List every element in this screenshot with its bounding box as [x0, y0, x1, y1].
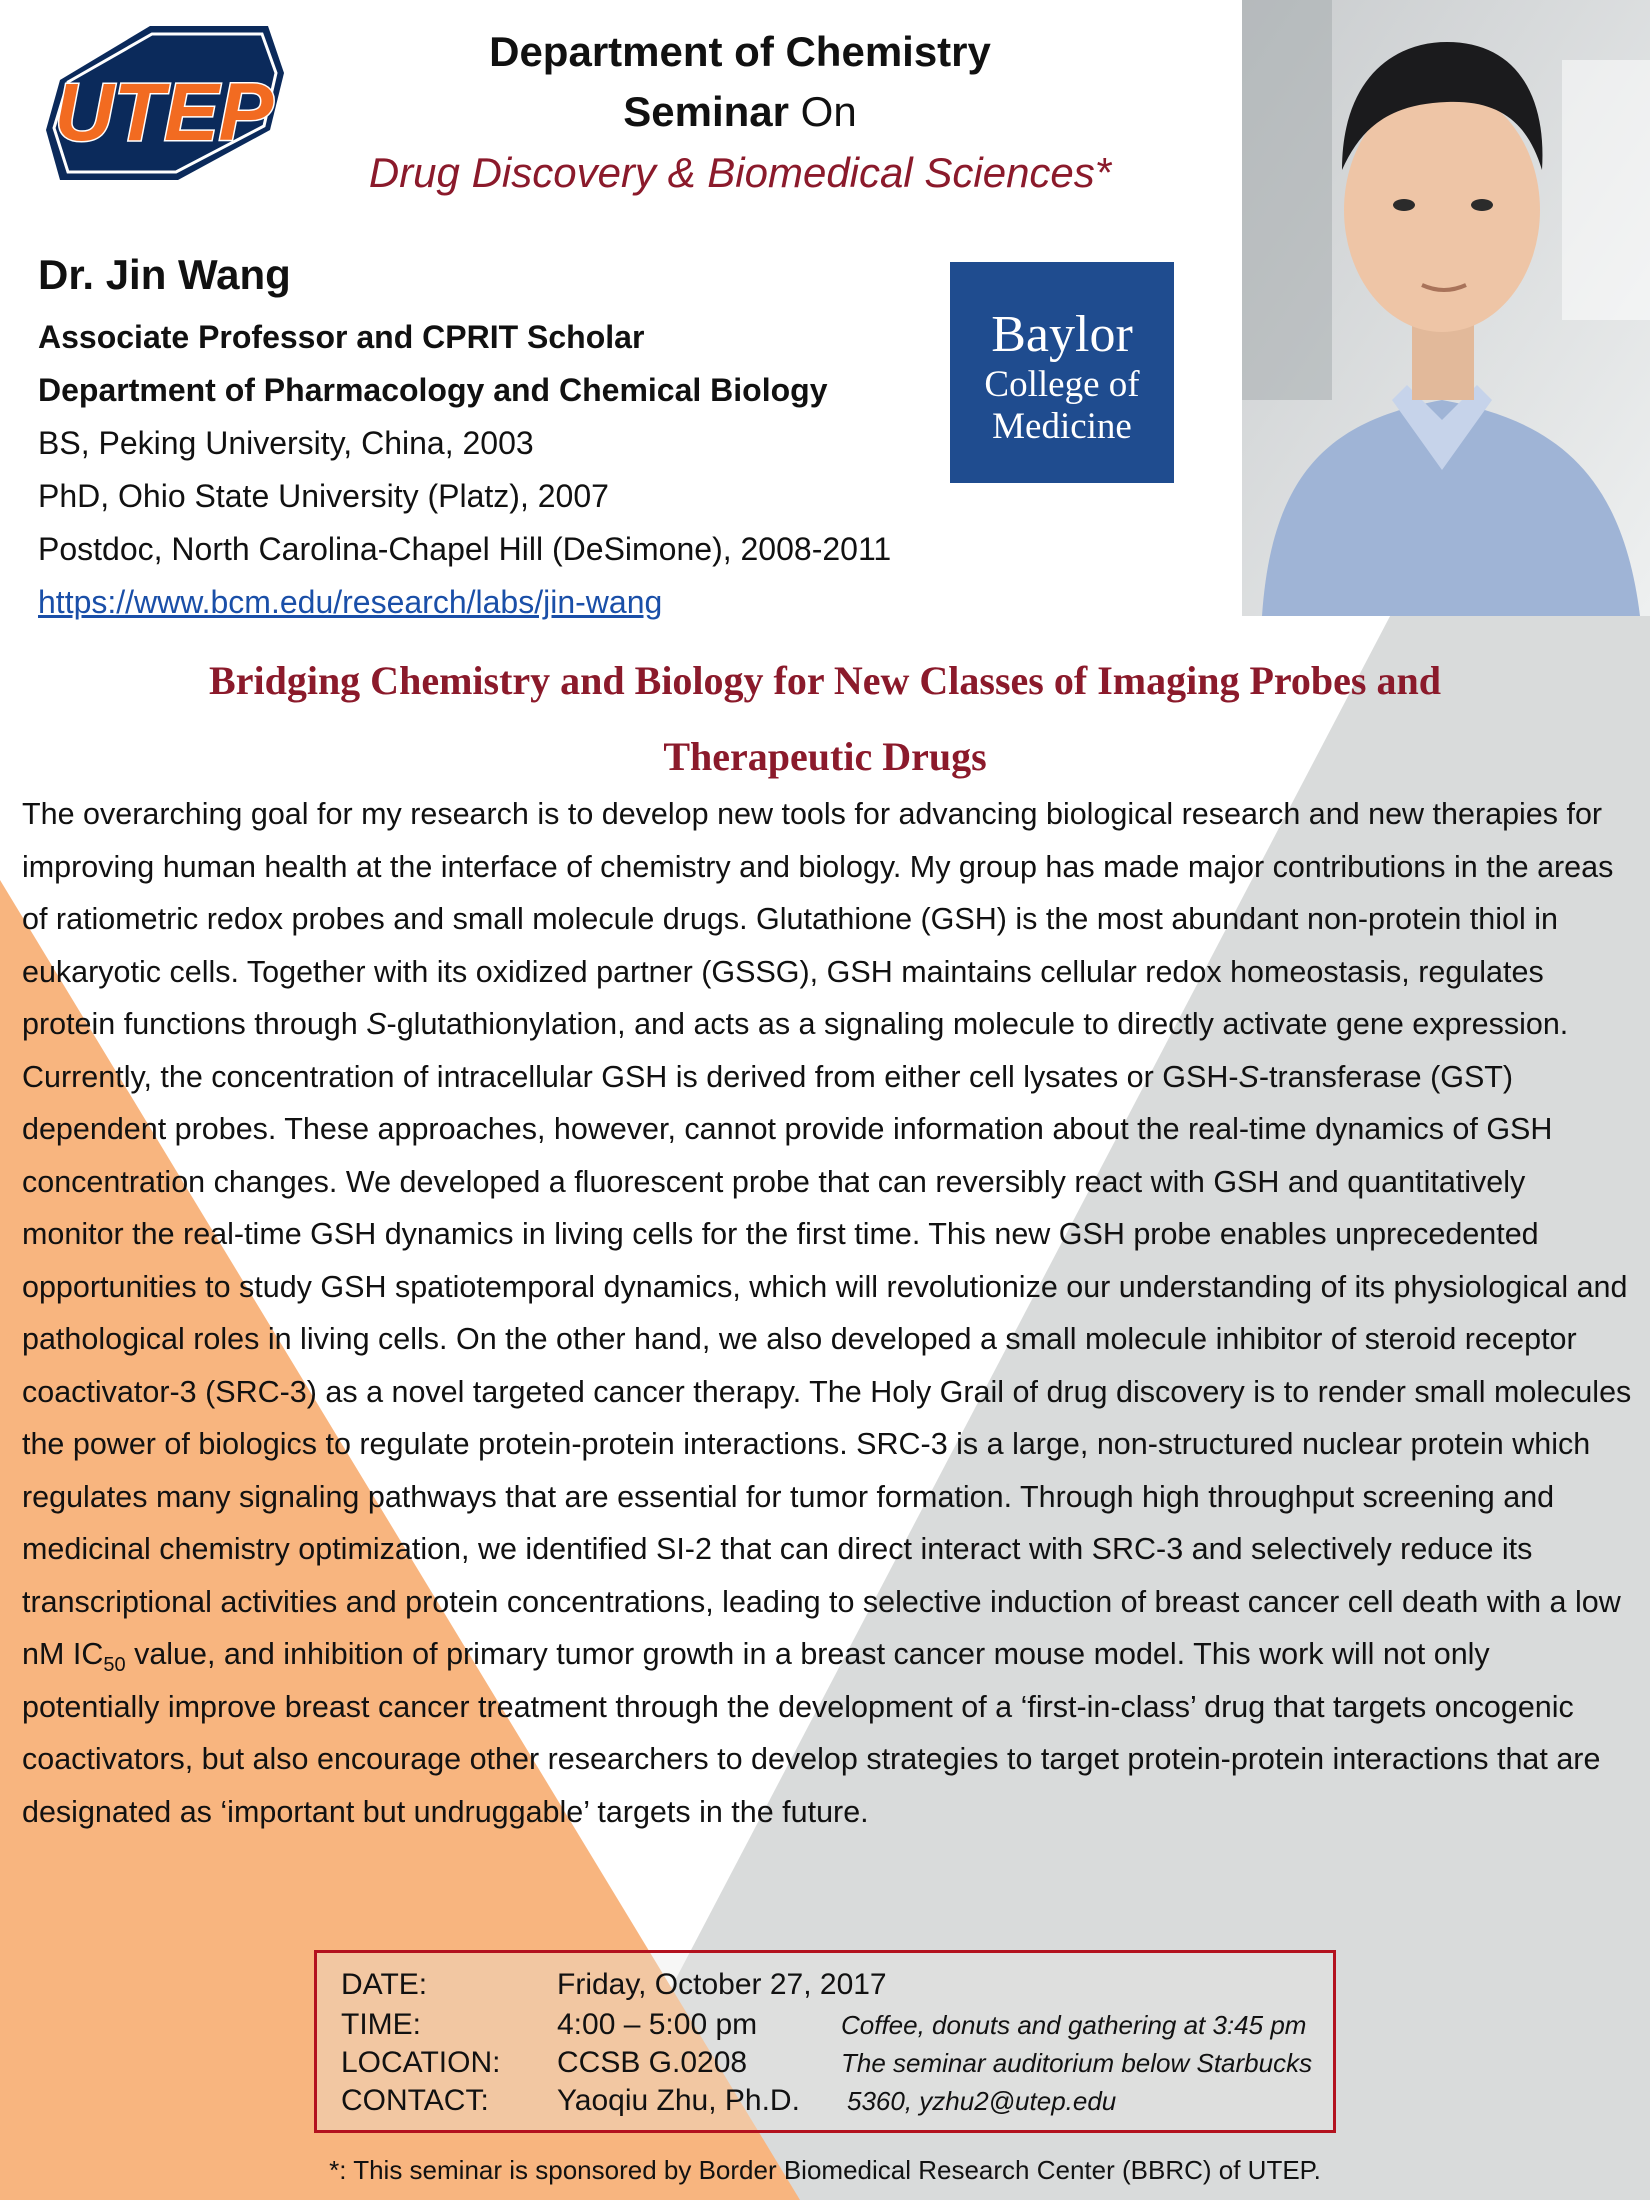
education-phd: PhD, Ohio State University (Platz), 2007 — [38, 478, 609, 514]
location-value: CCSB G.0208 — [557, 2046, 748, 2079]
seminar-header — [300, 22, 1180, 204]
seminar-label: Seminar On — [623, 88, 857, 135]
location-label: LOCATION: — [341, 2046, 501, 2079]
speaker-photo — [1242, 0, 1650, 616]
talk-title: Bridging Chemistry and Biology for New Classes of Imaging Probes and Therapeutic Drugs — [209, 658, 1441, 779]
lab-website-link[interactable]: https://www.bcm.edu/research/labs/jin-wang — [38, 584, 663, 620]
education-bs: BS, Peking University, China, 2003 — [38, 425, 534, 461]
event-details-box — [314, 1950, 1336, 2133]
time-label: TIME: — [341, 2008, 421, 2041]
education-postdoc: Postdoc, North Carolina-Chapel Hill (DeSimone), 2008-2011 — [38, 531, 892, 567]
date-value: Friday, October 27, 2017 — [557, 1968, 887, 2001]
location-note: The seminar auditorium below Starbucks — [841, 2048, 1313, 2078]
seminar-topic: Drug Discovery & Biomedical Sciences* — [368, 149, 1112, 196]
contact-label: CONTACT: — [341, 2084, 489, 2117]
contact-value: Yaoqiu Zhu, Ph.D. — [557, 2084, 800, 2117]
speaker-name: Dr. Jin Wang — [38, 251, 291, 298]
sponsor-footnote: *: This seminar is sponsored by Border Biomedical Research Center (BBRC) of UTEP. — [329, 2155, 1321, 2185]
speaker-info — [38, 245, 958, 629]
speaker-title: Associate Professor and CPRIT Scholar — [38, 319, 645, 355]
speaker-department: Department of Pharmacology and Chemical Biology — [38, 372, 828, 408]
abstract-text: The overarching goal for my research is to develop new tools for advancing biological research and new therapies for improving human health at the interface of chemistry and biology. My group has made major contributions in the areas of ratiometric redox probes and small molecule drugs. Glutathione (GSH) is the most abundant non-protein thiol in eukaryotic cells. Together with its oxidized partner (GSSG), GSH maintains cellular redox homeostasis, regulates protein functions through S-glutathionylation, and acts as a signaling molecule to directly activate gene expression. Currently, the concentration of intracellular GSH is derived from either cell lysates or GSH-S-transferase (GST) dependent probes. These approaches, however, cannot provide information about the real-time dynamics of GSH concentration changes. We developed a fluorescent probe that can reversibly react with GSH and quantitatively monitor the real-time GSH dynamics in living cells for the first time. This new GSH probe enables unprecedented opportunities to study GSH spatiotemporal dynamics, which will revolutionize our understanding of its physiological and pathological roles in living cells. On the other hand, we also developed a small molecule inhibitor of steroid receptor coactivator-3 (SRC-3) as a novel targeted cancer therapy. The Holy Grail of drug discovery is to render small molecules the power of biologics to regulate protein-protein interactions. SRC-3 is a large, non-structured nuclear protein which regulates many signaling pathways that are essential for tumor formation. Through high throughput screening and medicinal chemistry optimization, we identified SI-2 that can direct interact with SRC-3 and selectively reduce its transcriptional activities and protein concentrations, leading to selective induction of breast cancer cell death with a low nM $IC_{50}$ value, and inhibition of primary tumor growth in a breast cancer mouse model. This work will not only potentially improve breast cancer treatment through the development of a ‘first-in-class’ drug that targets oncogenic coactivators, but also encourage other researchers to develop strategies to target protein-protein interactions that are designated as ‘important but undruggable’ targets in the future. — [22, 797, 1632, 1829]
time-value: 4:00 – 5:00 pm — [557, 2008, 758, 2041]
baylor-college-logo: Baylor College of Medicine — [950, 262, 1174, 483]
utep-logo — [38, 18, 290, 188]
date-label: DATE: — [341, 1968, 428, 2001]
svg-text:UTEP: UTEP — [54, 67, 274, 158]
department-title: Department of Chemistry — [489, 28, 991, 75]
time-note: Coffee, donuts and gathering at 3:45 pm — [841, 2010, 1307, 2040]
contact-note: 5360, yzhu2@utep.edu — [847, 2086, 1117, 2116]
